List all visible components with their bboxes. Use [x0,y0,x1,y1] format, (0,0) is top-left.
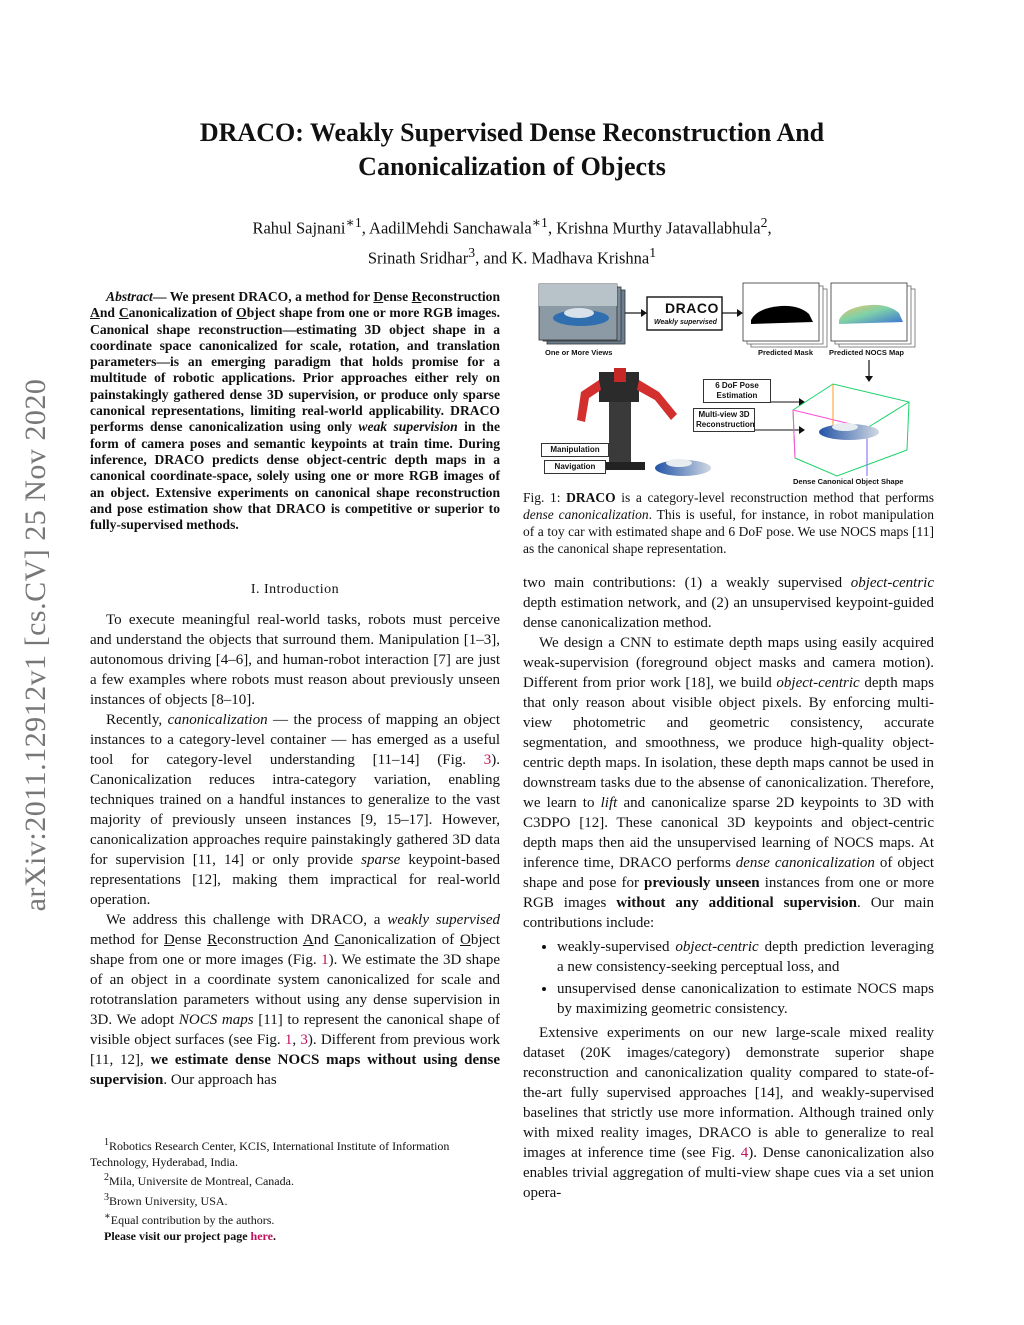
abstract-dash: — [152,289,170,304]
abstract-label: Abstract [106,289,153,304]
contribution-list [523,937,934,1019]
affiliation-mark: ∗1 [345,215,362,230]
robot-left-arm [577,380,601,422]
manipulation-box: Manipulation [541,443,609,457]
canonical-cube-edge [867,402,909,428]
arrow-head [799,398,805,406]
figure-ref-link[interactable]: 4 [740,1145,749,1161]
canonical-car-window [832,423,858,431]
separator: , [767,218,772,238]
acronym-letter: A [90,305,100,321]
abstract-text: in the form of camera poses and semantic keypoints at train time. During inference, DRACO predicts dense object-centric depth maps in a canonical coordinate-space, solely using one or more RGB images of an object. Extensive experiments on canonical shape reconstruction and pose estimation show that DRACO is competitive or superior to fully-supervised methods. [90,419,500,533]
title-line-2: Canonicalization of Objects [358,152,666,181]
abstract-text: econstruction [421,289,500,304]
arrow-head [737,309,743,317]
abstract-text: bject shape from one or more RGB images. Canonical shape reconstruction—estimating 3D object shape in a coordinate space canonicalized for scale, rotation, and translation parameters—is an emerging paradigm that holds promise for a multitude of robotic applications. Prior approaches either rely on painstakingly gathered dense 3D supervision, or produce only sparse canonical representations, limiting real-world applicability. DRACO performs dense canonicalization using only [90,305,500,435]
views-label: One or More Views [545,348,613,357]
arxiv-id: arXiv:2011.12912v1 [cs.CV] 25 Nov 2020 [19,378,52,912]
affiliation-mark: 1 [649,244,657,260]
abstract-text: nd [99,305,119,321]
intro-paragraph-1: To execute meaningful real-world tasks, robots must perceive and understand the objects that surround them. Manipulation [1–3], autonomous driving [4–6], and human-robot interaction [7] are just a few examples where robots must reason about previously unseen instances of objects [8–10]. [90,612,500,708]
toy-car-roof [564,308,594,318]
author-list [140,211,884,270]
affiliation-mark: 3 [468,244,476,260]
input-view-wall [539,284,617,306]
author-name: Krishna Murthy Jatavallabhula [556,218,761,238]
footnote-3: $^3$Brown University, USA. [104,1191,228,1208]
abstract-emphasis: weak supervision [358,419,458,435]
acronym-letter: O [236,305,247,321]
dense-shape-label: Dense Canonical Object Shape [793,477,904,486]
footnote-4: ∗Equal contribution by the authors. [104,1211,275,1227]
author-name: Srinath Sridhar [367,248,469,267]
acronym-letter: R [411,289,422,304]
footnotes [90,1135,500,1244]
list-item: • weakly-supervised object-centric depth prediction leveraging a new consistency-seeking perceptual loss, and [557,937,934,977]
left-column [90,580,500,1090]
design-paragraph: We design a CNN to estimate depth maps using easily acquired weak-supervision (foreground object masks and camera motion). Different from prior work [18], we build object-centric depth maps that only reason about visible object pixels. By enforcing multi-view photometric and geometric consistency, accurate segmentation, and smoothness, we produce high-quality object-centric depth maps. In isolation, these depth maps cannot be used in downstream tasks due to the absense of canonicalization. Therefore, we learn to lift and canonicalize sparse 2D keypoints to 3D with C3DPO [12]. These canonical 3D keypoints and object-centric depth maps then aid the unsupervised learning of NOCS maps. At inference time, DRACO performs dense canonicalization of object shape and pose for previously unseen instances from one or more RGB images without any additional supervision. Our main contributions include: [523,635,935,931]
intro-paragraph-2: Recently, canonicalization — the process of mapping an object instances to a category-level container — has emerged as a useful tool for category-level understanding [11–14] (Fig. 3). Canonicalization reduces intra-category variation, enabling techniques trained on a handful instances to generalize to the vast majority of previously unseen instances [9, 15–17]. However, canonicalization approaches require painstakingly gathered 3D data for supervision [11, 14] or only provide sparse keypoint-based representations [12], making them impractical for real-world operation. [90,712,501,908]
arxiv-stamp [18,345,54,945]
mask-label: Predicted Mask [758,348,814,357]
multiview-box: Multi-view 3D Reconstruction [693,408,755,432]
robot-head [614,368,626,382]
paper-title [140,116,884,184]
project-page-link[interactable]: here [250,1228,273,1243]
list-item: • unsupervised dense canonicalization to estimate NOCS maps by maximizing geometric consistency. [557,979,934,1019]
toy-car-window [666,459,692,467]
weak-label: Weakly supervised [654,319,717,326]
figure-ref-link[interactable]: 3 [483,752,492,768]
arrow-head [799,426,805,434]
right-column [523,573,934,1203]
separator: , and [475,248,512,267]
arrow-head [641,309,647,317]
section-heading: I. Introduction [250,582,340,597]
intro-paragraph-3: We address this challenge with DRACO, a weakly supervised method for Dense Reconstruction And Canonicalization of Object shape from one or more images (Fig. 1). We estimate the 3D shape of an object in a coordinate system canonicalized for scale and rototranslation parameters without using any dense supervision in 3D. We adopt NOCS maps [11] to represent the canonical shape of visible object surfaces (see Fig. 1, 3). Different from previous work [11, 12], we estimate dense NOCS maps without using dense supervision. Our approach has [90,912,500,1088]
experiments-paragraph: Extensive experiments on our new large-scale mixed reality dataset (20K images/category) demonstrate superior shape reconstruction and canonicalization quality compared to state-of-the-art fully supervised approaches [14], and weakly-supervised baselines that strictly use more information. Although trained only with mixed reality images, DRACO is able to generalize to real images at inference time (see Fig. 4). Dense canonicalization also enables trivial aggregation of multi-view shape cues via a set union opera- [523,1025,934,1201]
separator: , [547,218,557,238]
nocs-label: Predicted NOCS Map [829,348,905,357]
contrib-paragraph: two main contributions: (1) a weakly supervised object-centric depth estimation network, and (2) an unsupervised keypoint-guided dense canonicalization method. [523,575,934,631]
abstract-text: ense [383,289,412,304]
abstract-text: We present DRACO, a method for [169,289,374,304]
author-line-1 [140,211,884,241]
draco-label: DRACO [665,300,719,316]
canonical-cube-edge [793,410,795,458]
author-name: K. Madhava Krishna [511,248,650,267]
arrow-head [865,376,873,382]
acronym-letter: D [373,289,384,304]
robot-pedestal [609,402,631,464]
author-name: AadilMehdi Sanchawala [369,218,532,238]
author-name: Rahul Sajnani [252,218,346,238]
abstract [90,289,500,533]
footnote-2: $^2$Mila, Universite de Montreal, Canada. [104,1172,294,1188]
robot-right-arm [637,380,677,420]
affiliation-mark: 2 [760,215,768,230]
title-line-1: DRACO: Weakly Supervised Dense Reconstruction And [199,118,825,147]
author-line-2 [140,241,884,271]
figure-ref-link[interactable]: 3 [300,1032,308,1048]
figure-ref-link[interactable]: 1 [284,1032,293,1048]
figure-1 [537,280,924,490]
affiliation-mark: ∗1 [531,215,548,230]
acronym-letter: C [118,305,129,321]
figure-1-caption: Fig. 1: DRACO is a category-level reconstruction method that performs dense canonicalization. This is useful, for instance, in robot manipulation of a toy car with estimated shape and 6 DoF pose. We use NOCS maps [11] as the canonical shape representation. [523,490,934,556]
footnote-5: Please visit our project page here. [104,1228,276,1243]
abstract-text: anonicalization of [128,305,237,321]
separator: , [361,218,370,238]
footnote-1: $^1$Robotics Research Center, KCIS, International Institute of Information Technology, Hyderabad, India. [90,1137,450,1169]
pose-box: 6 DoF Pose Estimation [703,379,771,403]
figure-ref-link[interactable]: 1 [321,952,329,968]
navigation-box: Navigation [544,460,606,474]
